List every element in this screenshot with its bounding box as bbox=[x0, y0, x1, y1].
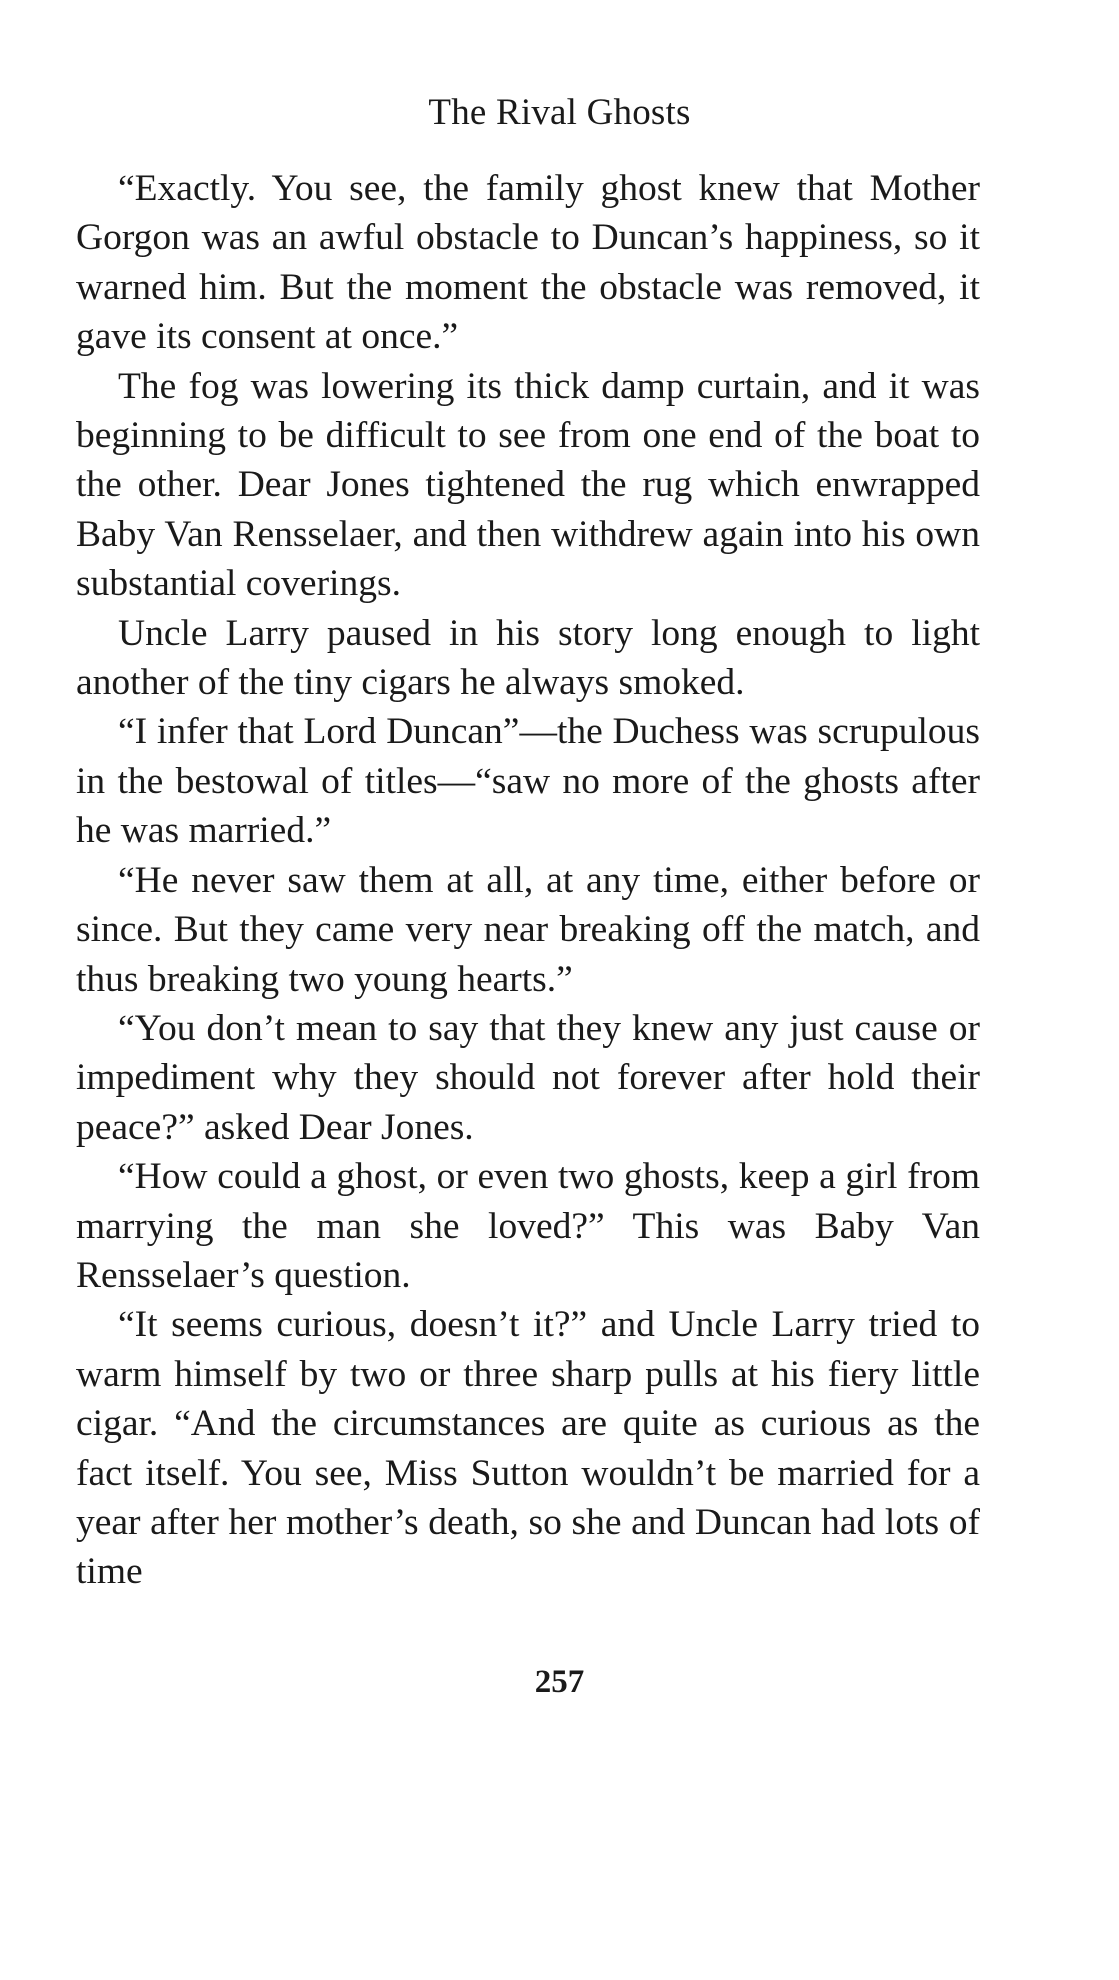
paragraph: Uncle Larry paused in his story long enough to light another of the tiny cigars he always smoked. bbox=[76, 612, 980, 704]
paragraph: “He never saw them at all, at any time, either before or since. But they came very near breaking off the match, and thus breaking two young hearts.” bbox=[76, 859, 980, 1000]
paragraph: “How could a ghost, or even two ghosts, keep a girl from marrying the man she loved?” This was Baby Van Rensselaer’s question. bbox=[76, 1156, 980, 1296]
page-number: 257 bbox=[534, 1664, 585, 1700]
paragraph: “It seems curious, doesn’t it?” and Uncle Larry tried to warm himself by two or three sharp pulls at his fiery little cigar. “And the circumstances are quite as curious as the fact itself. You see, Miss Sutton wouldn’t be married for a year after her mother’s death, so she and Duncan had lots of time bbox=[76, 1304, 980, 1593]
body-text bbox=[76, 164, 980, 1597]
paragraph: The fog was lowering its thick damp curtain, and it was beginning to be difficult to see from one end of the boat to the other. Dear Jones tightened the rug which enwrapped Baby Van Rensselaer, and then withdrew again into his own substantial coverings. bbox=[76, 365, 980, 605]
paragraph: “Exactly. You see, the family ghost knew that Mother Gorgon was an awful obstacle to Duncan’s happiness, so it warned him. But the moment the obstacle was removed, it gave its consent at once.” bbox=[76, 168, 980, 358]
paragraph: “You don’t mean to say that they knew any just cause or impediment why they should not forever after hold their peace?” asked Dear Jones. bbox=[76, 1007, 980, 1148]
paragraph: “I infer that Lord Duncan”—the Duchess was scrupulous in the bestowal of titles—“saw no more of the ghosts after he was married.” bbox=[76, 711, 980, 852]
running-head-title: The Rival Ghosts bbox=[428, 92, 691, 133]
